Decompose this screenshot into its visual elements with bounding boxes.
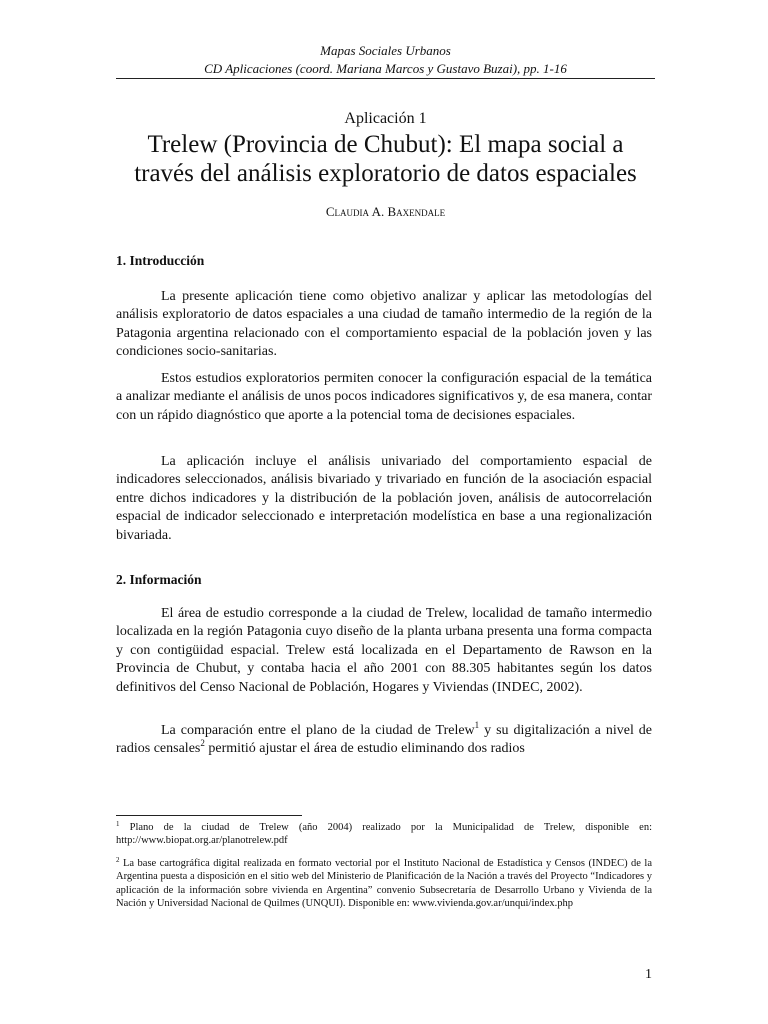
footnote-ref-2: 2 [200, 738, 205, 749]
application-label: Aplicación 1 [344, 110, 427, 127]
info-paragraph-2 [116, 722, 652, 759]
paper-title-line-2: través del análisis exploratorio de datos espaciales [134, 160, 637, 187]
info-paragraph-2-text-a: La comparación entre el plano de la ciudad de Trelew [161, 723, 475, 738]
section-heading-introduccion: 1. Introducción [116, 253, 205, 268]
journal-title: Mapas Sociales Urbanos [320, 43, 451, 58]
intro-paragraph-2: Estos estudios exploratorios permiten conocer la configuración espacial de la temática a analizar mediante el análisis de unos pocos indicadores significativos y, de esa manera, contar con un rápido diagnóstico que aporte a la potencial toma de decisiones espaciales. [116, 371, 652, 423]
paper-title [116, 130, 655, 188]
footnote-2 [116, 857, 652, 911]
footnote-1 [116, 821, 652, 848]
intro-paragraph-3: La aplicación incluye el análisis univariado del comportamiento espacial de indicadores seleccionados, análisis bivariado y trivariado en función de la asociación espacial entre dichos indicadores y la distribución de la población joven, análisis de autocorrelación espacial de indicador seleccionado e interpretación modelística en base a una regionalización bivariada. [116, 454, 652, 543]
header-rule [116, 78, 655, 79]
footnote-2-text: La base cartográfica digital realizada en formato vectorial por el Instituto Nacional de Estadística y Censos (INDEC) de la Argentina puesta a disposición en el sitio web del Ministerio de Planificación de la Nación a través del Proyecto “Indicadores y aplicación de la información sobre vivienda en Argentina” convenio Subsecretaría de Desarrollo Urbano y Vivienda de la Nación y Universidad Nacional de Quilmes (UNQUI). Disponible en: www.vivienda.gov.ar/unqui/index.php [116, 858, 653, 910]
publication-source: CD Aplicaciones (coord. Mariana Marcos y Gustavo Buzai), pp. 1-16 [204, 61, 567, 76]
running-header [116, 42, 655, 78]
intro-paragraph-1: La presente aplicación tiene como objetivo analizar y aplicar las metodologías del análisis exploratorio de datos espaciales a una ciudad de tamaño intermedio de la región de la Patagonia argentina relacionado con el comportamiento espacial de la población joven y las condiciones socio-sanitarias. [116, 289, 652, 360]
footnote-1-number: 1 [116, 820, 120, 828]
footnote-2-number: 2 [116, 856, 120, 864]
section-heading-informacion: 2. Información [116, 572, 202, 587]
footnote-rule [116, 815, 302, 816]
page-number: 1 [645, 967, 652, 982]
info-paragraph-2-text-c: permitió ajustar el área de estudio eliminando dos radios [204, 741, 525, 757]
author-name: Claudia A. Baxendale [325, 204, 446, 219]
info-paragraph-1: El área de estudio corresponde a la ciudad de Trelew, localidad de tamaño intermedio localizada en la región Patagonia cuyo diseño de la planta urbana presenta una forma compacta y con contigüidad espacial. Trelew está localizada en el Departamento de Rawson en la Provincia de Chubut, y contaba hacia el año 2001 con 88.305 habitantes según los datos definitivos del Censo Nacional de Población, Hogares y Viviendas (INDEC, 2002). [116, 606, 652, 695]
footnote-ref-1: 1 [474, 720, 480, 730]
footnote-1-text: Plano de la ciudad de Trelew (año 2004) realizado por la Municipalidad de Trelew, disponible en: http://www.biopat.org.ar/planotrelew.pdf [116, 822, 652, 847]
paper-title-line-1: Trelew (Provincia de Chubut): El mapa social a [147, 131, 624, 158]
info-paragraph-2-text-b: y su digitalización a nivel de radios censales [116, 723, 653, 757]
